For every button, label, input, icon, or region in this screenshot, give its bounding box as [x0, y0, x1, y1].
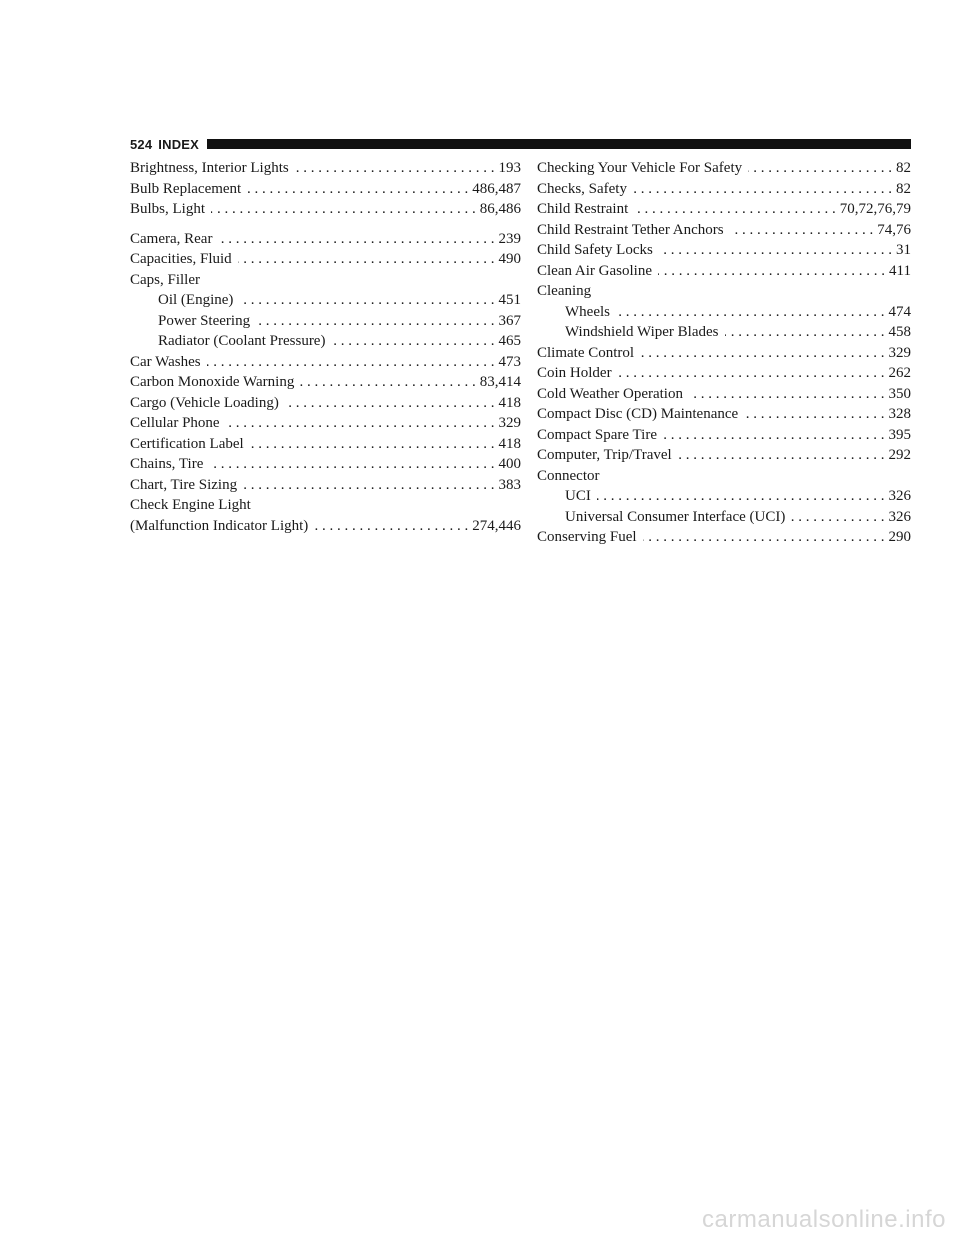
dot-leader [250, 434, 495, 455]
dot-leader [689, 384, 885, 405]
dot-leader [659, 240, 892, 261]
entry-pages: 70,72,76,79 [839, 201, 911, 217]
dot-leader [209, 454, 494, 475]
entry-pages: 328 [888, 406, 911, 422]
entry-pages: 326 [888, 488, 911, 504]
dot-leader [256, 311, 494, 332]
entry-term: Climate Control [537, 344, 635, 361]
index-subentry [130, 331, 521, 352]
entry-pages: 418 [498, 394, 521, 411]
dot-leader [211, 199, 476, 220]
index-entry [130, 413, 521, 434]
entry-pages: 262 [888, 365, 911, 381]
entry-term: Cargo (Vehicle Loading) [130, 394, 279, 411]
entry-term: Cellular Phone [130, 415, 220, 431]
entry-term: Cold Weather Operation [537, 385, 683, 402]
entry-pages: 329 [498, 415, 521, 431]
dot-leader [616, 302, 885, 323]
header-label [130, 137, 199, 152]
entry-term: Universal Consumer Interface (UCI) [565, 508, 786, 525]
entry-term: Bulb Replacement [130, 180, 242, 197]
index-entry [130, 475, 521, 496]
dot-leader [633, 179, 892, 200]
entry-pages: 31 [896, 242, 911, 258]
dot-leader [640, 343, 884, 364]
entry-pages: 86,486 [479, 201, 521, 217]
entry-pages: 490 [498, 251, 521, 267]
entry-term: (Malfunction Indicator Light) [130, 517, 309, 534]
entry-pages: 74,76 [877, 221, 911, 238]
entry-pages: 82 [896, 180, 911, 197]
entry-pages: 418 [498, 435, 521, 452]
index-entry [130, 454, 521, 475]
page-number: 524 [130, 136, 153, 152]
index-entry [537, 220, 911, 241]
index-entry [130, 249, 521, 270]
index-column-right [537, 158, 911, 548]
index-column-left [130, 158, 521, 536]
entry-term: Camera, Rear [130, 230, 213, 247]
dot-leader [247, 179, 468, 200]
entry-pages: 239 [498, 230, 521, 247]
entry-term: Brightness, Interior Lights [130, 160, 289, 176]
dot-leader [678, 445, 885, 466]
entry-pages: 411 [889, 262, 911, 279]
dot-leader [744, 404, 884, 425]
index-entry [537, 158, 911, 179]
index-subentry [537, 302, 911, 323]
entry-pages: 350 [888, 385, 911, 402]
index-entry [537, 363, 911, 384]
entry-pages: 82 [896, 160, 911, 176]
entry-pages: 290 [888, 529, 911, 545]
index-entry [130, 516, 521, 537]
entry-term: Coin Holder [537, 365, 612, 381]
entry-pages: 274,446 [472, 517, 521, 534]
entry-term: Clean Air Gasoline [537, 262, 652, 279]
index-entry [537, 527, 911, 548]
index-subentry [537, 486, 911, 507]
index-heading [537, 466, 911, 487]
dot-leader [725, 322, 885, 343]
index-heading [130, 270, 521, 291]
dot-leader [239, 290, 494, 311]
entry-term: Carbon Monoxide Warning [130, 374, 295, 390]
index-entry [537, 199, 911, 220]
index-entry [130, 179, 521, 200]
index-subentry [537, 507, 911, 528]
dot-leader [748, 158, 892, 179]
entry-term: Oil (Engine) [158, 292, 234, 308]
dot-leader [634, 199, 836, 220]
entry-term: Bulbs, Light [130, 201, 206, 217]
entry-pages: 400 [498, 456, 521, 472]
index-entry [537, 240, 911, 261]
entry-term: Capacities, Fluid [130, 251, 232, 267]
entry-term: Check Engine Light [130, 497, 251, 513]
dot-leader [218, 229, 494, 250]
dot-leader [730, 220, 874, 241]
entry-term: Cleaning [537, 283, 592, 299]
index-heading [130, 495, 521, 516]
index-entry [130, 352, 521, 373]
index-entry [537, 343, 911, 364]
index-subentry [537, 322, 911, 343]
entry-pages: 292 [888, 447, 911, 463]
entry-term: Compact Spare Tire [537, 426, 657, 443]
index-entry [130, 434, 521, 455]
entry-term: Certification Label [130, 435, 244, 452]
entry-term: Checks, Safety [537, 180, 627, 197]
section-title: INDEX [158, 136, 200, 152]
entry-pages: 367 [498, 312, 521, 329]
index-entry [130, 372, 521, 393]
entry-pages: 465 [498, 333, 521, 349]
dot-leader [597, 486, 885, 507]
entry-term: Wheels [565, 303, 610, 320]
index-subentry [130, 290, 521, 311]
dot-leader [618, 363, 885, 384]
entry-term: Chains, Tire [130, 456, 204, 472]
dot-leader [238, 249, 495, 270]
dot-leader [207, 352, 495, 373]
dot-leader [226, 413, 495, 434]
dot-leader [285, 393, 495, 414]
entry-pages: 383 [498, 476, 521, 493]
entry-term: Child Restraint Tether Anchors [537, 221, 724, 238]
dot-leader [314, 516, 468, 537]
entry-term: Child Restraint [537, 201, 629, 217]
entry-pages: 473 [498, 353, 521, 370]
dot-leader [791, 507, 884, 528]
entry-term: Windshield Wiper Blades [565, 324, 719, 340]
index-heading [537, 281, 911, 302]
entry-term: Child Safety Locks [537, 242, 653, 258]
entry-term: Radiator (Coolant Pressure) [158, 333, 326, 349]
entry-pages: 474 [888, 303, 911, 320]
entry-pages: 486,487 [472, 180, 521, 197]
index-entry [130, 229, 521, 250]
entry-term: Chart, Tire Sizing [130, 476, 238, 493]
entry-pages: 326 [888, 508, 911, 525]
entry-term: Checking Your Vehicle For Safety [537, 160, 743, 176]
entry-term: Caps, Filler [130, 271, 200, 288]
dot-leader [331, 331, 494, 352]
dot-leader [663, 425, 885, 446]
entry-term: Computer, Trip/Travel [537, 447, 672, 463]
dot-leader [300, 372, 475, 393]
dot-leader [295, 158, 495, 179]
entry-term: Power Steering [158, 312, 251, 329]
entry-pages: 193 [498, 160, 521, 176]
index-entry [537, 179, 911, 200]
entry-pages: 451 [498, 292, 521, 308]
dot-leader [243, 475, 494, 496]
index-entry [537, 425, 911, 446]
header-rule [207, 139, 911, 149]
index-entry [537, 445, 911, 466]
entry-term: Compact Disc (CD) Maintenance [537, 406, 739, 422]
index-entry [130, 393, 521, 414]
index-entry [130, 158, 521, 179]
dot-leader [643, 527, 885, 548]
entry-term: Connector [537, 467, 600, 484]
watermark-text: carmanualsonline.info [702, 1206, 946, 1233]
index-entry [537, 404, 911, 425]
index-subentry [130, 311, 521, 332]
entry-pages: 83,414 [479, 374, 521, 390]
entry-pages: 458 [888, 324, 911, 340]
index-entry [130, 199, 521, 220]
entry-term: Conserving Fuel [537, 529, 637, 545]
entry-term: Car Washes [130, 353, 201, 370]
page-header [130, 136, 911, 152]
index-entry [537, 384, 911, 405]
dot-leader [658, 261, 885, 282]
index-entry [537, 261, 911, 282]
entry-pages: 329 [888, 344, 911, 361]
entry-pages: 395 [888, 426, 911, 443]
entry-term: UCI [565, 488, 591, 504]
